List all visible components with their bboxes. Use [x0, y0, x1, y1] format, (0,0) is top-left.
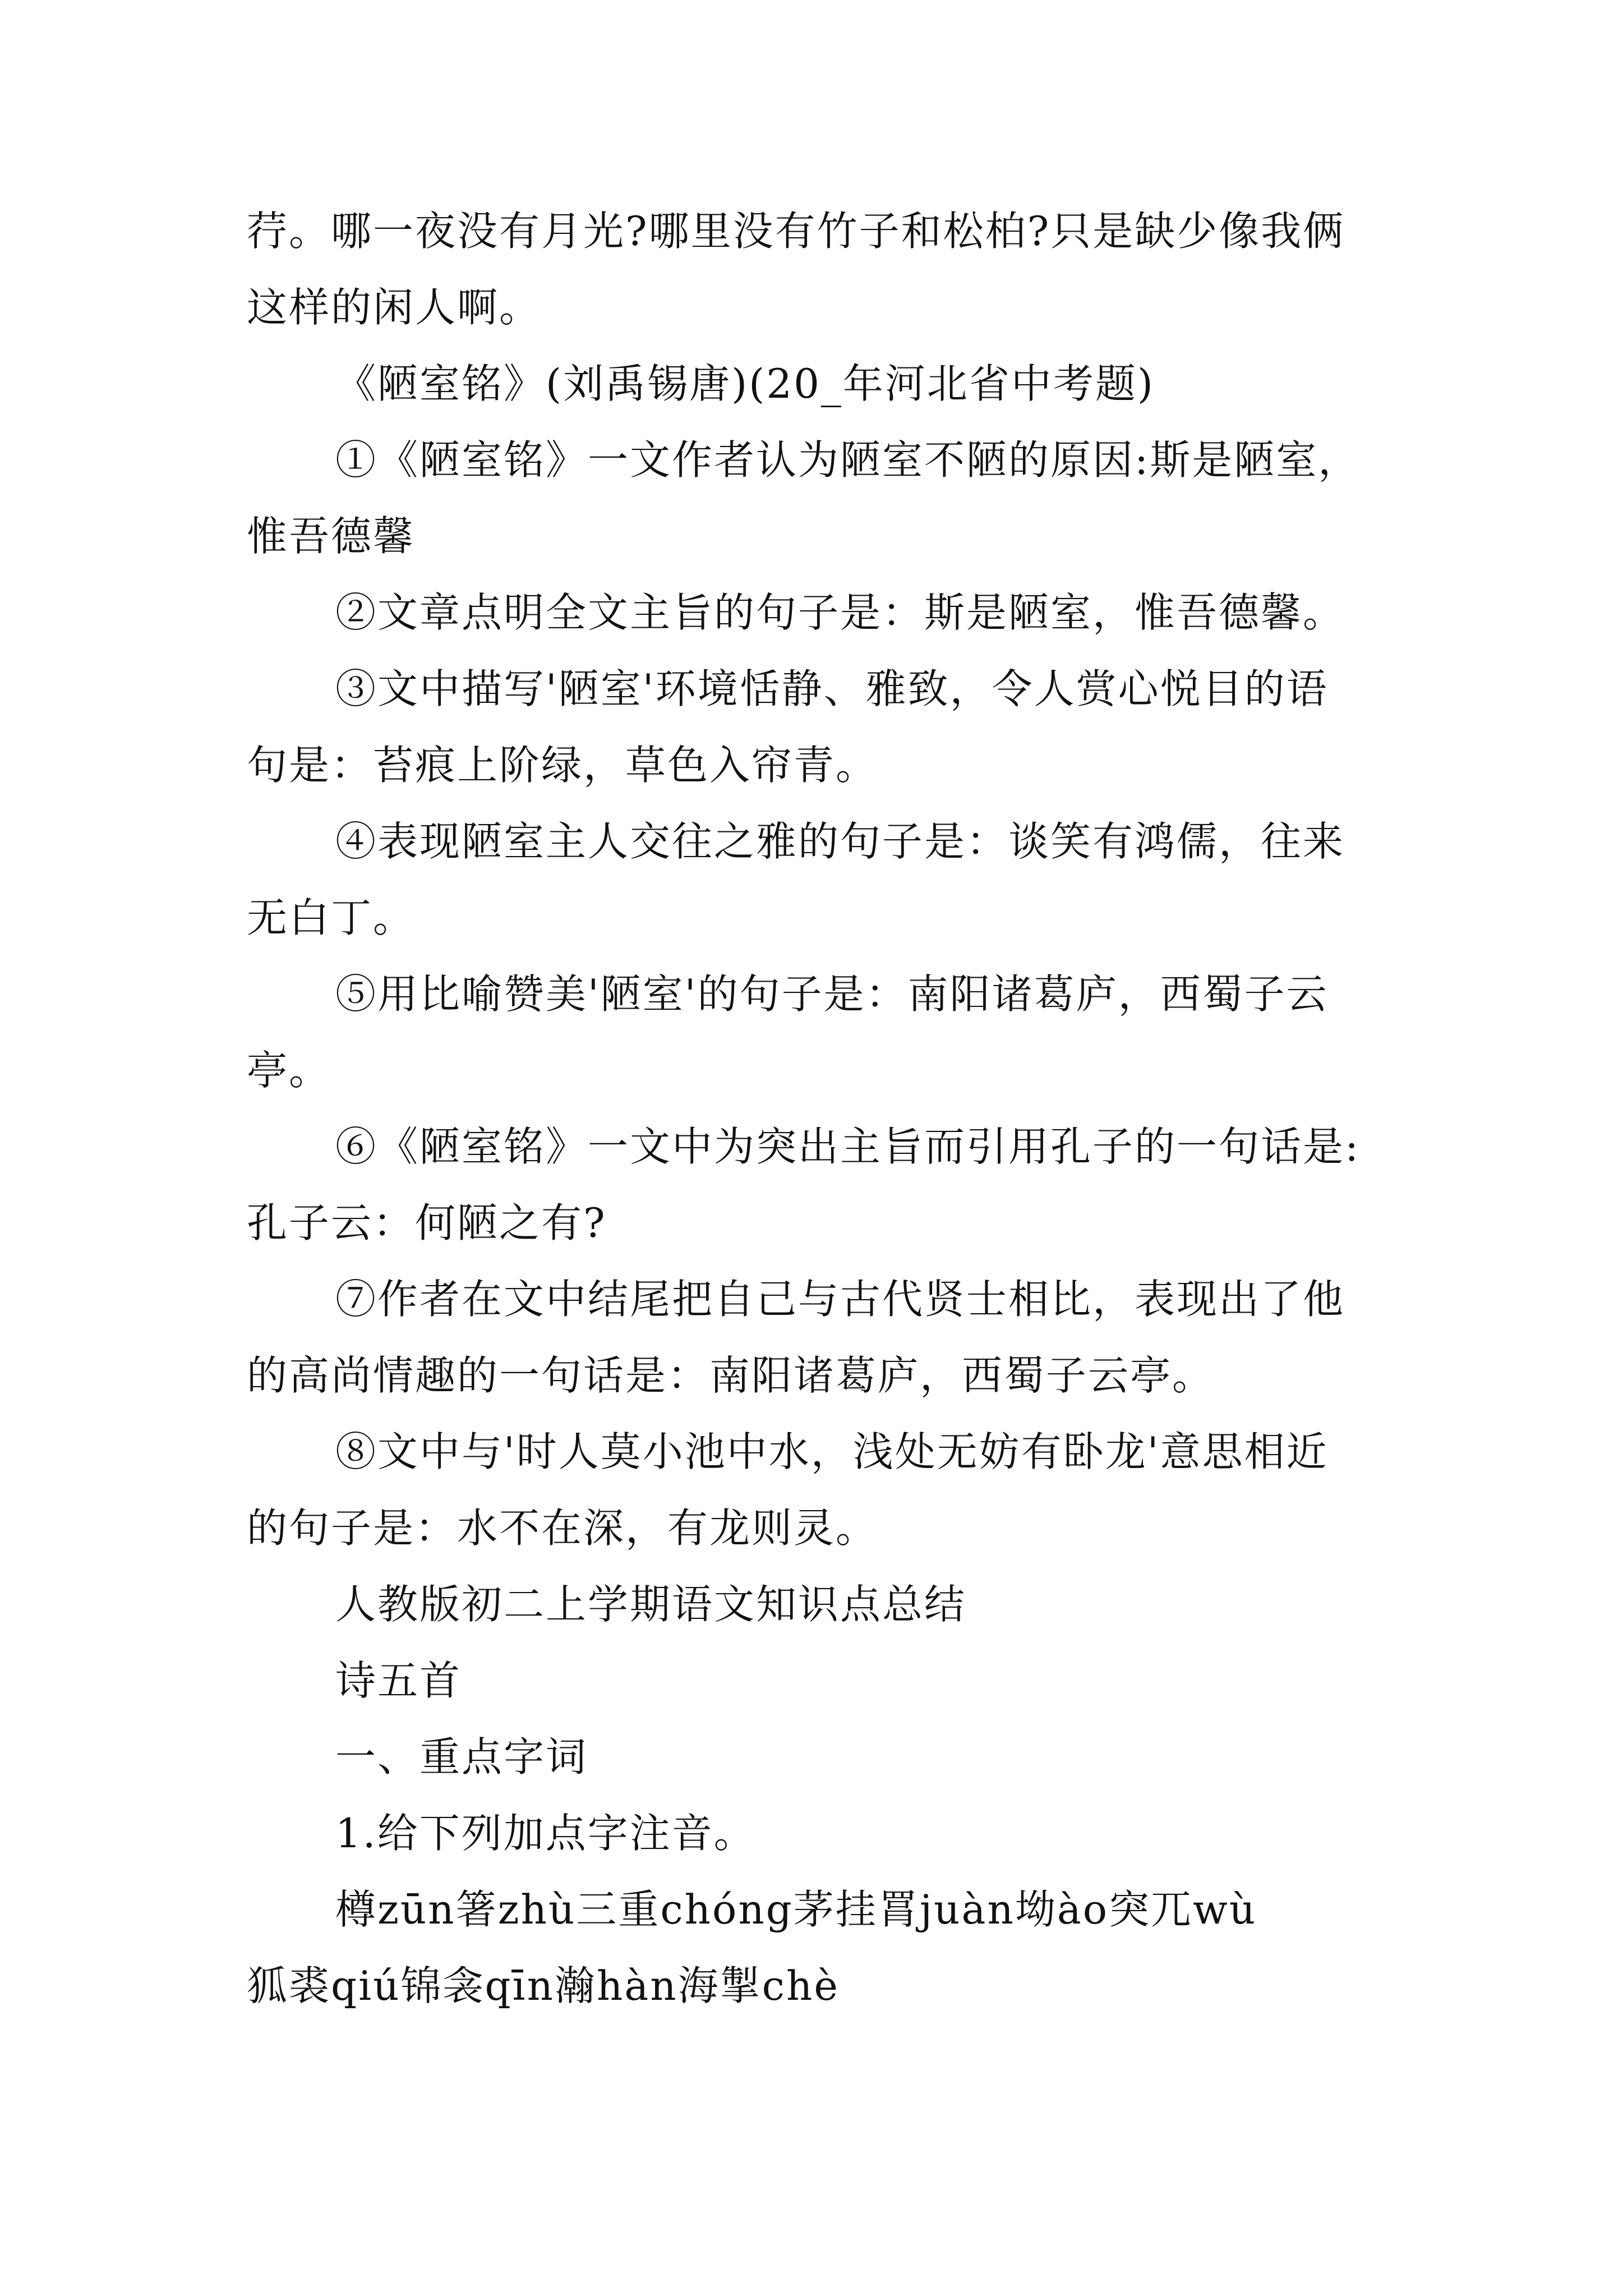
text-line-14: 孔子云：何陋之有? — [247, 1199, 607, 1246]
text-line-7: ③文中描写'陋室'环境恬静、雅致，令人赏心悦目的语 — [335, 665, 1329, 712]
text-line-17: ⑧文中与'时人莫小池中水，浅处无妨有卧龙'意思相近 — [335, 1428, 1329, 1475]
text-line-4: ①《陋室铭》一文作者认为陋室不陋的原因:斯是陋室， — [335, 436, 1361, 484]
text-line-13: ⑥《陋室铭》一文中为突出主旨而引用孔子的一句话是: — [335, 1123, 1361, 1170]
text-line-5: 惟吾德馨 — [247, 513, 416, 560]
text-line-16: 的高尚情趣的一句话是：南阳诸葛庐，西蜀子云亭。 — [247, 1352, 1215, 1399]
text-line-15: ⑦作者在文中结尾把自己与古代贤士相比，表现出了他 — [335, 1276, 1345, 1323]
text-line-1: 荇。哪一夜没有月光?哪里没有竹子和松柏?只是缺少像我俩 — [247, 208, 1345, 255]
pinyin-line-1: 樽zūn箸zhù三重chóng茅挂罥juàn坳ào突兀wù — [335, 1886, 1257, 1933]
text-line-2: 这样的闲人啊。 — [247, 284, 542, 331]
question-line: 1.给下列加点字注音。 — [335, 1810, 756, 1857]
text-line-6: ②文章点明全文主旨的句子是：斯是陋室，惟吾德馨。 — [335, 589, 1345, 636]
text-line-11: ⑤用比喻赞美'陋室'的句子是：南阳诸葛庐，西蜀子云 — [335, 970, 1329, 1018]
section-heading-loushiming: 《陋室铭》(刘禹锡唐)(20_年河北省中考题) — [335, 360, 1155, 407]
text-line-18: 的句子是：水不在深，有龙则灵。 — [247, 1504, 878, 1552]
text-line-12: 亭。 — [247, 1047, 331, 1094]
text-line-8: 句是：苔痕上阶绿，草色入帘青。 — [247, 742, 878, 789]
section-heading-key-words: 一、重点字词 — [335, 1733, 588, 1780]
text-line-9: ④表现陋室主人交往之雅的句子是：谈笑有鸿儒，往来 — [335, 818, 1345, 865]
text-line-10: 无白丁。 — [247, 894, 416, 941]
section-heading-poems: 诗五首 — [335, 1657, 462, 1704]
section-heading-summary: 人教版初二上学期语文知识点总结 — [335, 1581, 967, 1628]
pinyin-line-2: 狐裘qiú锦衾qīn瀚hàn海掣chè — [247, 1962, 840, 2009]
